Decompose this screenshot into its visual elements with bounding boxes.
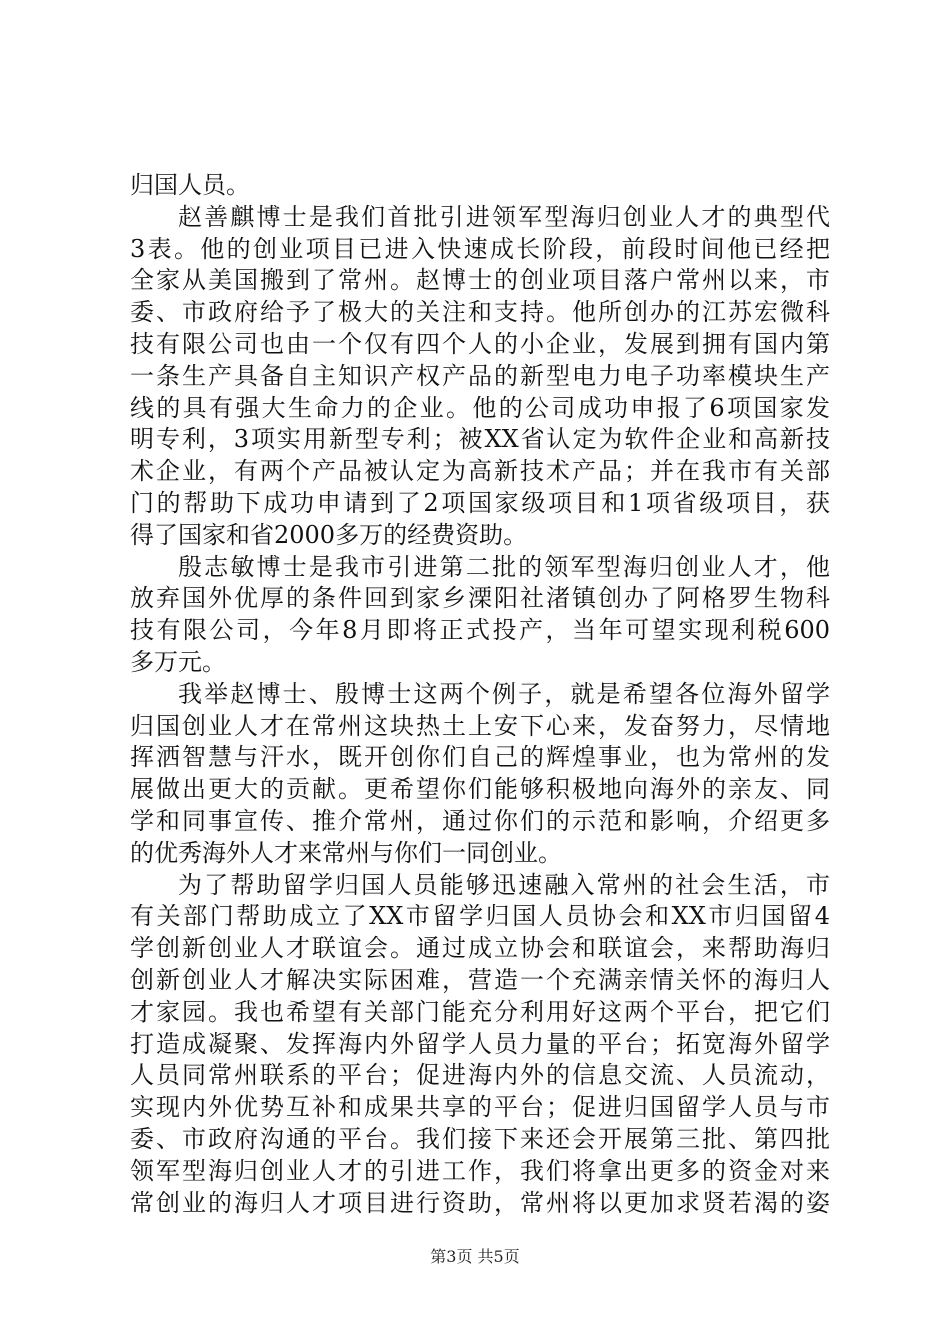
text-line: 委、市政府沟通的平台。我们接下来还会开展第三批、第四批 (130, 1124, 830, 1153)
text-line: 技有限公司也由一个仅有四个人的小企业，发展到拥有国内第 (130, 329, 830, 358)
text-line: 常创业的海归人才项目进行资助，常州将以更加求贤若渴的姿 (130, 1188, 830, 1217)
text-line: 领军型海归创业人才的引进工作，我们将拿出更多的资金对来 (130, 1156, 830, 1185)
text-line: 术企业，有两个产品被认定为高新技术产品；并在我市有关部 (130, 457, 830, 486)
text-line: 全家从美国搬到了常州。赵博士的创业项目落户常州以来，市 (130, 266, 830, 295)
text-line: 明专利，3项实用新型专利；被XX省认定为软件企业和高新技 (130, 425, 830, 454)
text-line: 为了帮助留学归国人员能够迅速融入常州的社会生活，市 (178, 870, 830, 899)
text-line: 学和同事宣传、推介常州，通过你们的示范和影响，介绍更多 (130, 806, 830, 835)
text-line: 殷志敏博士是我市引进第二批的领军型海归创业人才，他 (178, 552, 830, 581)
text-line: 赵善麒博士是我们首批引进领军型海归创业人才的典型代 (178, 202, 830, 231)
text-line: 展做出更大的贡献。更希望你们能够积极地向海外的亲友、同 (130, 775, 830, 804)
text-line: 归国创业人才在常州这块热土上安下心来，发奋努力，尽情地 (130, 711, 830, 740)
text-line: 创新创业人才解决实际困难，营造一个充满亲情关怀的海归人 (130, 965, 830, 994)
text-line: 人员同常州联系的平台；促进海内外的信息交流、人员流动， (130, 1061, 830, 1090)
text-line: 有关部门帮助成立了XX市留学归国人员协会和XX市归国留4 (130, 902, 830, 931)
text-line: 才家园。我也希望有关部门能充分利用好这两个平台，把它们 (130, 997, 830, 1026)
text-line: 门的帮助下成功申请到了2项国家级项目和1项省级项目，获 (130, 488, 830, 517)
text-line: 放弃国外优厚的条件回到家乡溧阳社渚镇创办了阿格罗生物科 (130, 584, 830, 613)
text-line: 实现内外优势互补和成果共享的平台；促进归国留学人员与市 (130, 1093, 830, 1122)
text-line: 学创新创业人才联谊会。通过成立协会和联谊会，来帮助海归 (130, 934, 830, 963)
page-footer: 第3页 共5页 (430, 1247, 520, 1266)
text-line: 技有限公司，今年8月即将正式投产，当年可望实现利税600 (130, 616, 830, 645)
text-line: 多万元。 (130, 647, 226, 676)
text-line: 3表。他的创业项目已进入快速成长阶段，前段时间他已经把 (130, 234, 830, 263)
text-line: 委、市政府给予了极大的关注和支持。他所创办的江苏宏微科 (130, 298, 830, 327)
text-line: 线的具有强大生命力的企业。他的公司成功申报了6项国家发 (130, 393, 830, 422)
text-line: 归国人员。 (130, 171, 250, 199)
text-line: 挥洒智慧与汗水，既开创你们自己的辉煌事业，也为常州的发 (130, 743, 830, 772)
document-body (130, 170, 830, 1219)
text-line: 打造成凝聚、发挥海内外留学人员力量的平台；拓宽海外留学 (130, 1029, 830, 1058)
text-line: 我举赵博士、殷博士这两个例子，就是希望各位海外留学 (178, 679, 830, 708)
text-line: 的优秀海外人才来常州与你们一同创业。 (130, 838, 562, 867)
text-line: 得了国家和省2000多万的经费资助。 (130, 520, 528, 549)
text-line: 一条生产具备自主知识产权产品的新型电力电子功率模块生产 (130, 361, 830, 390)
